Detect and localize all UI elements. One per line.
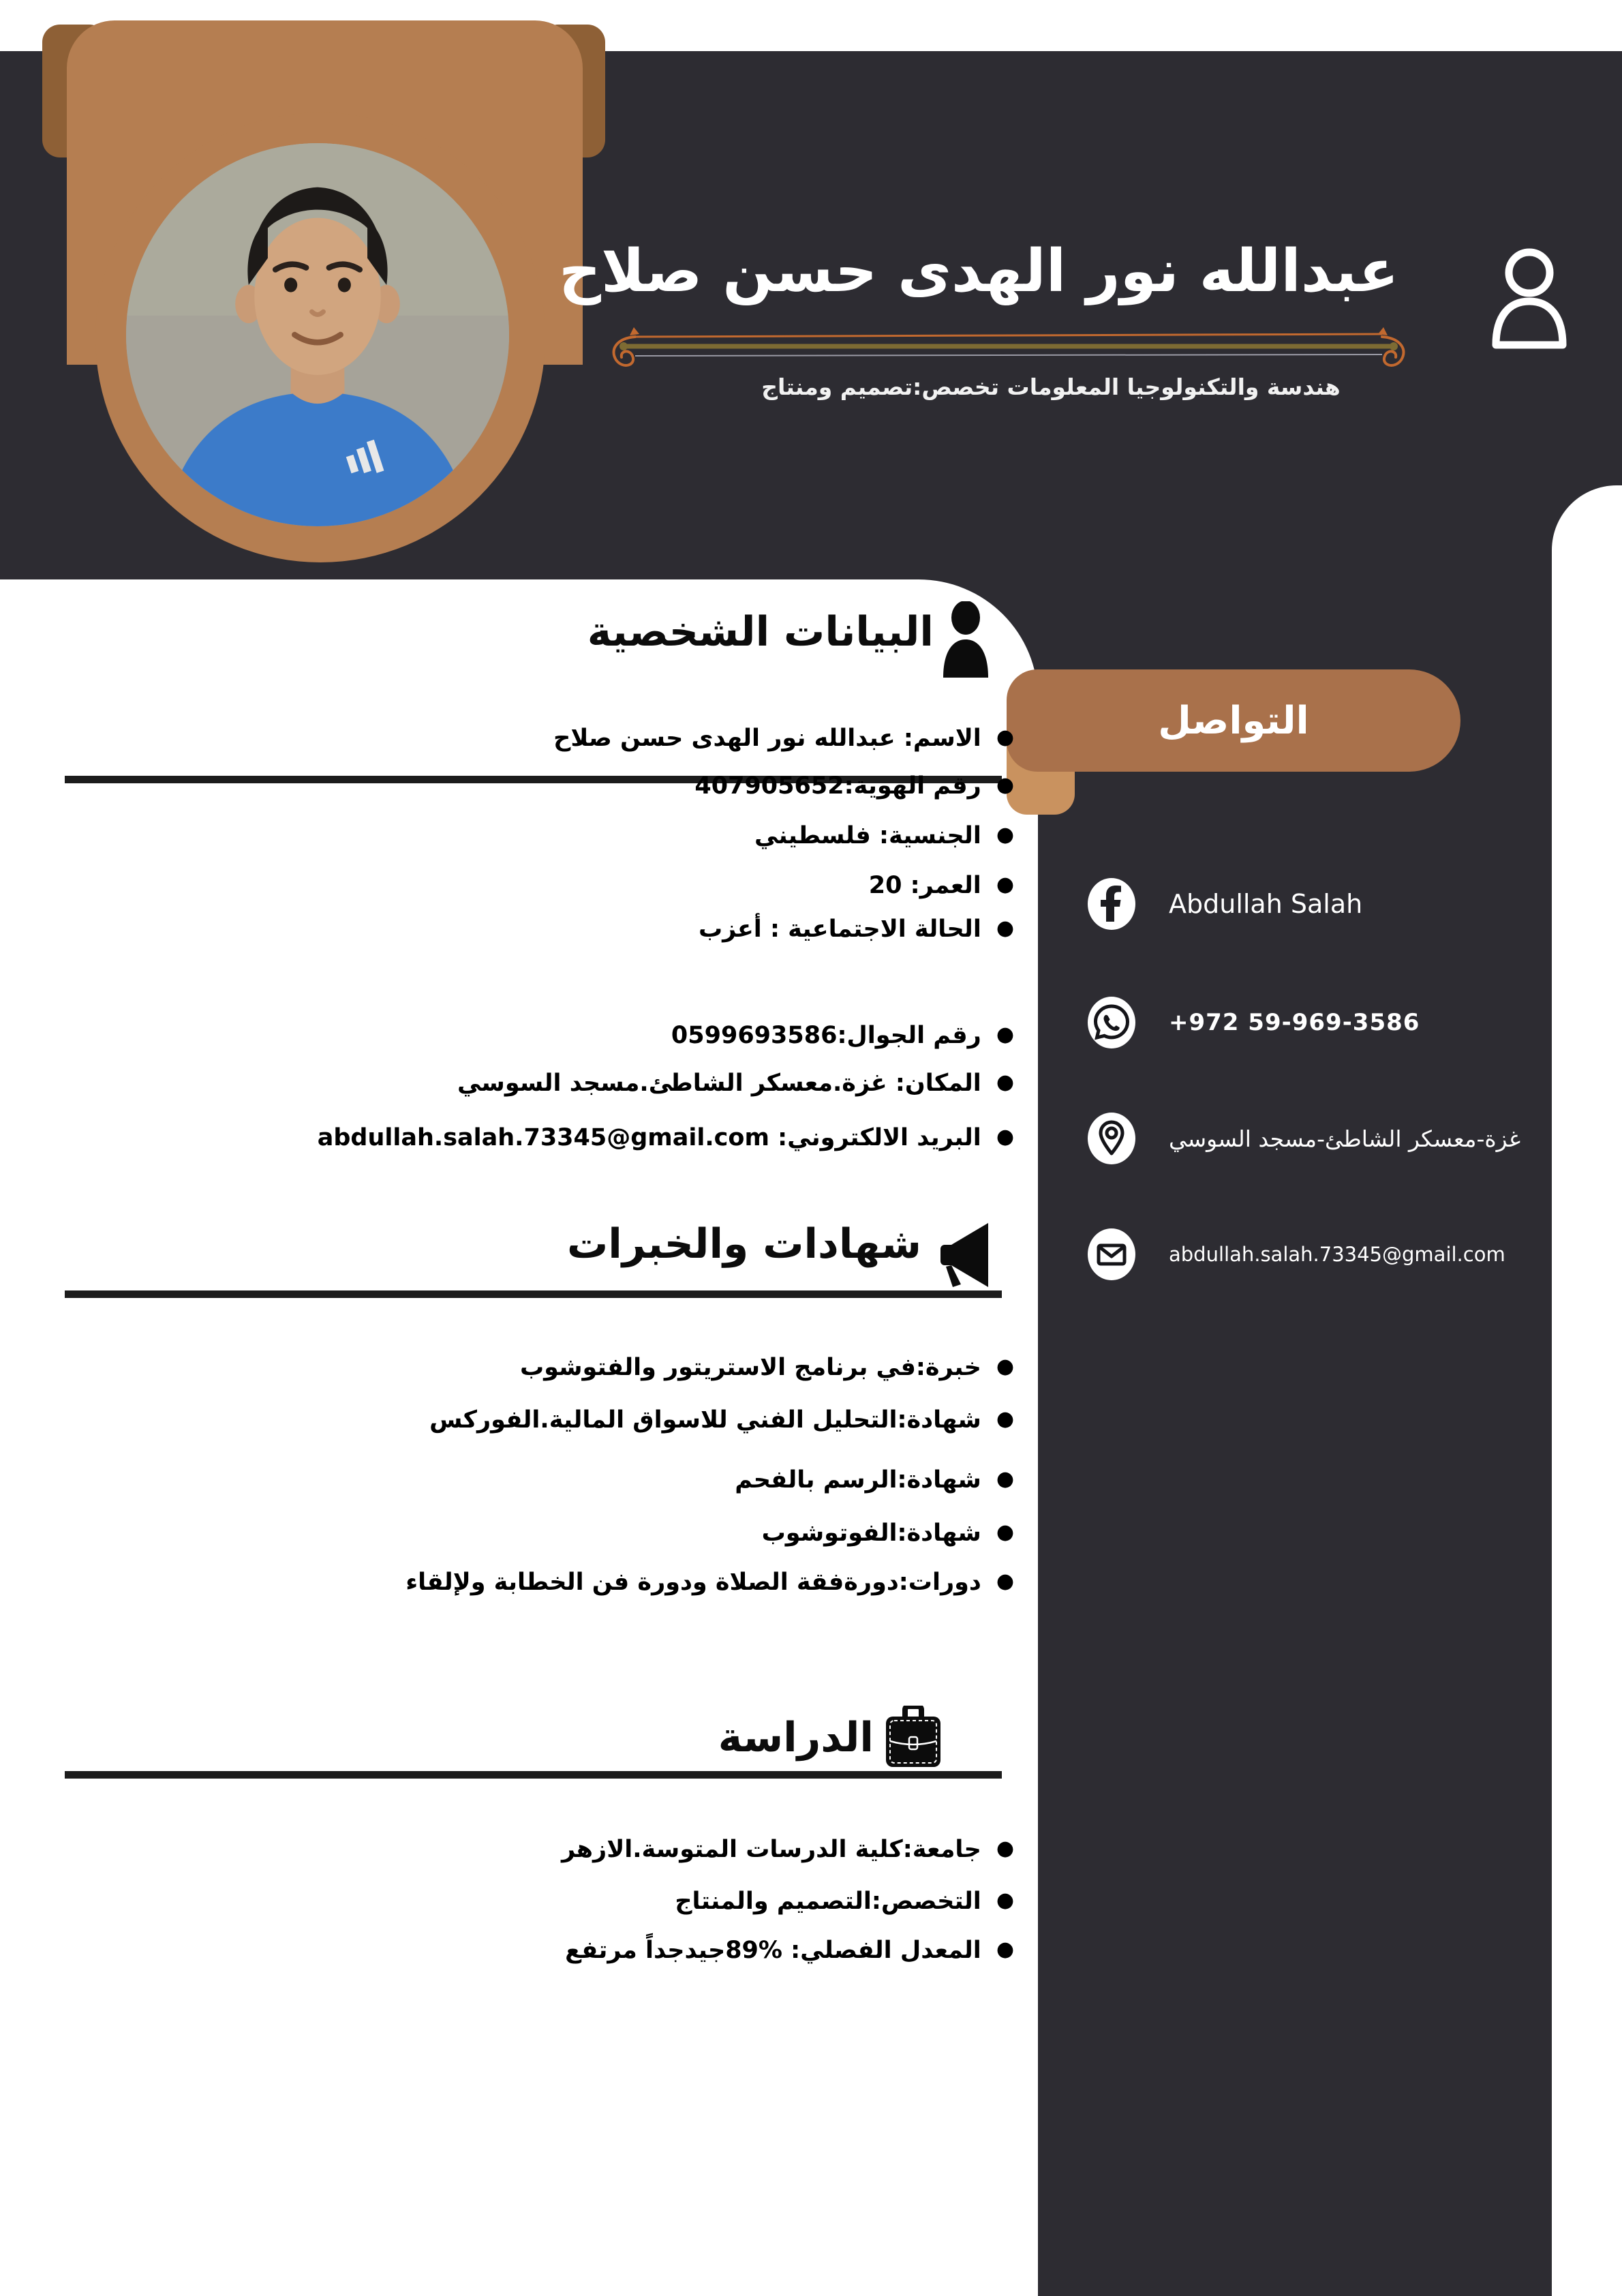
- bullet-icon: ●: [996, 823, 1014, 847]
- bullet-icon: ●: [996, 1070, 1014, 1094]
- bullet-icon: ●: [996, 773, 1014, 797]
- bullet-icon: ●: [996, 873, 1014, 896]
- personal-item-name: ●الاسم: عبدالله نور الهدى حسن صلاح: [553, 725, 1014, 752]
- person-outline-icon: [1489, 244, 1570, 353]
- megaphone-icon: [931, 1222, 991, 1288]
- bullet-icon: ●: [996, 1937, 1014, 1961]
- location-contact[interactable]: [1086, 1113, 1520, 1164]
- bullet-icon: ●: [996, 1837, 1014, 1860]
- email-contact[interactable]: [1086, 1228, 1505, 1280]
- section-underline: [65, 1771, 1002, 1779]
- email-text: abdullah.salah.73345@gmail.com: [1169, 1243, 1505, 1266]
- briefcase-icon: [885, 1706, 942, 1770]
- bullet-icon: ●: [996, 725, 1014, 749]
- bullet-icon: ●: [996, 1023, 1014, 1046]
- personal-item-age: ●العمر: 20: [868, 872, 1014, 899]
- cert-item: ●دورات:دورةفقة الصلاة ودورة فن الخطابة ولإلقاء: [406, 1569, 1014, 1596]
- bullet-icon: ●: [996, 1467, 1014, 1491]
- cert-item: ●شهادة:التحليل الفني للاسواق المالية.الفوركس: [429, 1406, 1014, 1434]
- header-divider-ornament: [586, 326, 1431, 374]
- facebook-contact[interactable]: [1086, 878, 1362, 930]
- bullet-icon: ●: [996, 1125, 1014, 1149]
- location-text: غزة-معسكر الشاطئ-مسجد السوسي: [1169, 1125, 1521, 1152]
- education-item-university: ●جامعة:كلية الدرسات المتوسة.الازهر: [562, 1836, 1014, 1863]
- contact-section-header: [1007, 669, 1460, 772]
- personal-item-nationality: ●الجنسية: فلسطيني: [754, 822, 1014, 849]
- bullet-icon: ●: [996, 1355, 1014, 1378]
- personal-item-place: ●المكان: غزة.معسكر الشاطئ.مسجد السوسي: [457, 1070, 1014, 1097]
- facebook-handle: Abdullah Salah: [1169, 889, 1363, 919]
- whatsapp-number: +972 59-969-3586: [1169, 1009, 1420, 1036]
- cert-item: ●شهادة:الفوتوشوب: [761, 1520, 1014, 1547]
- profile-photo: [126, 143, 509, 526]
- bullet-icon: ●: [996, 1520, 1014, 1544]
- whatsapp-contact[interactable]: [1086, 997, 1420, 1048]
- bullet-icon: ●: [996, 1888, 1014, 1912]
- right-margin-strip: [1552, 485, 1622, 2296]
- whatsapp-icon: [1086, 997, 1137, 1048]
- location-pin-icon: [1086, 1113, 1137, 1164]
- bullet-icon: ●: [996, 916, 1014, 940]
- bullet-icon: ●: [996, 1407, 1014, 1431]
- email-icon: [1086, 1228, 1137, 1280]
- cert-item: ●خبرة:في برنامج الاستريتور والفتوشوب: [519, 1354, 1014, 1381]
- candidate-name: عبدالله نور الهدى حسن صلاح: [559, 237, 1399, 305]
- personal-item-mobile: ●رقم الجوال:0599693586: [671, 1022, 1014, 1049]
- section-title-certs: شهادات والخبرات: [567, 1220, 921, 1268]
- bullet-icon: ●: [996, 1569, 1014, 1593]
- personal-item-marital: ●الحالة الاجتماعية : أعزب: [698, 916, 1014, 943]
- cert-item: ●شهادة:الرسم بالفحم: [735, 1466, 1014, 1494]
- candidate-specialty: هندسة والتكنولوجيا المعلومات تخصص:تصميم ومنتاج: [761, 374, 1341, 400]
- education-item-gpa: ●المعدل الفصلي: %89جيدجداً مرتفع: [565, 1937, 1014, 1964]
- section-title-education: الدراسة: [718, 1714, 874, 1762]
- person-icon: [942, 601, 990, 679]
- section-underline: [65, 1290, 1002, 1298]
- profile-photo-illustration: [126, 143, 509, 526]
- section-title-personal: البيانات الشخصية: [587, 608, 934, 656]
- personal-item-id: ●رقم الهوية:407905652: [694, 772, 1014, 800]
- education-item-major: ●التخصص:التصميم والمنتاج: [675, 1888, 1014, 1915]
- personal-item-email: ●البريد الالكتروني: abdullah.salah.73345@gmail.com: [317, 1124, 1014, 1151]
- contact-title: التواصل: [1158, 698, 1309, 743]
- facebook-icon: [1086, 878, 1137, 930]
